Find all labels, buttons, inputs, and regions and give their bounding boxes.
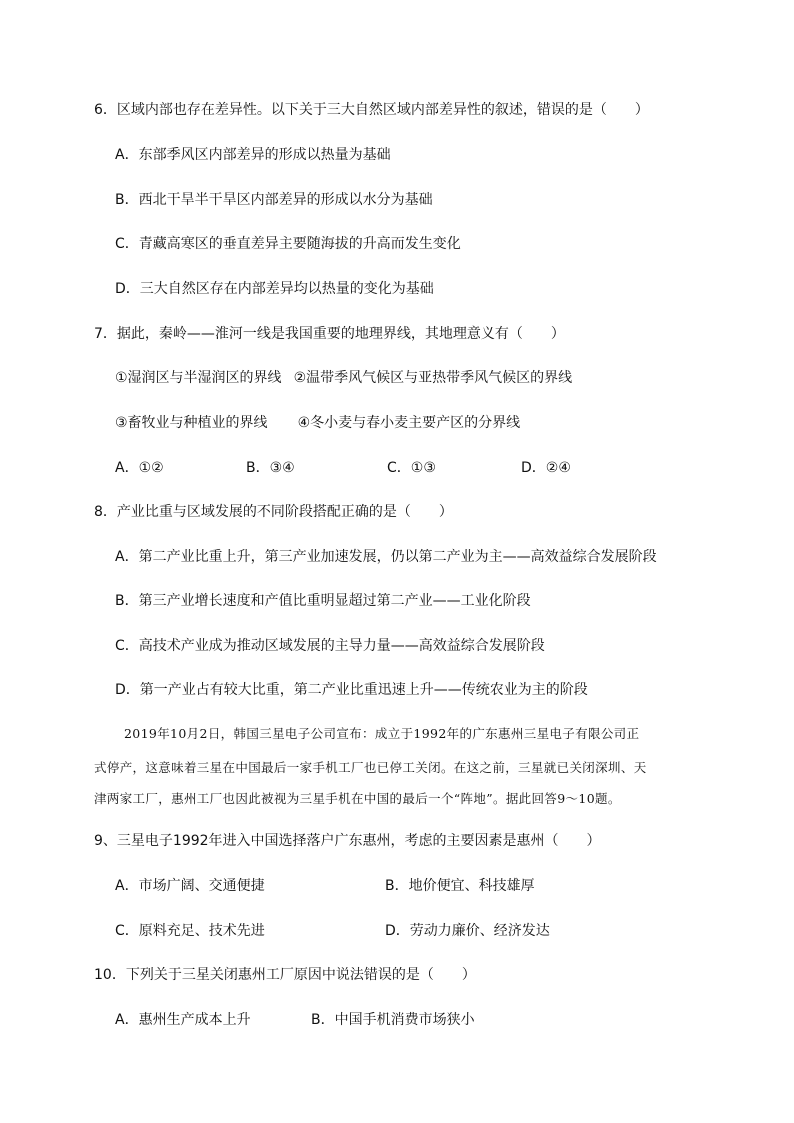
question-8-stem: 8．产业比重与区域发展的不同阶段搭配正确的是（ ） xyxy=(94,504,453,520)
question-7-option-d: D．②④ xyxy=(521,460,571,476)
question-7-items-row-1 xyxy=(115,368,572,388)
question-8-option-d: D．第一产业占有较大比重，第二产业比重迅速上升——传统农业为主的阶段 xyxy=(115,682,588,698)
question-7-option-a: A．①② xyxy=(115,460,164,476)
question-7-options-row xyxy=(115,458,675,478)
question-9-options-row-2 xyxy=(115,921,675,941)
question-8-option-c: C．高技术产业成为推动区域发展的主导力量——高效益综合发展阶段 xyxy=(115,638,545,654)
question-6-option-b: B．西北干旱半干旱区内部差异的形成以水分为基础 xyxy=(115,192,433,208)
question-7-items-row-2 xyxy=(115,413,520,433)
passage-line-3: 津两家工厂，惠州工厂也因此被视为三星手机在中国的最后一个“阵地”。据此回答9～10题。 xyxy=(94,791,621,806)
question-9-option-a: A．市场广阔、交通便捷 xyxy=(115,878,265,894)
passage-line-1: 2019年10月2日，韩国三星电子公司宣布：成立于1992年的广东惠州三星电子有限公司正 xyxy=(124,726,640,741)
question-7-item-4: ④冬小麦与春小麦主要产区的分界线 xyxy=(297,415,521,431)
question-6-option-a: A．东部季风区内部差异的形成以热量为基础 xyxy=(115,147,391,163)
question-10-options-row xyxy=(115,1010,675,1030)
question-7-item-2: ②温带季风气候区与亚热带季风气候区的界线 xyxy=(293,370,573,386)
passage-line-2: 式停产，这意味着三星在中国最后一家手机工厂也已停工关闭。在这之前，三星就已关闭深圳、天 xyxy=(94,760,647,775)
question-6-option-d: D．三大自然区存在内部差异均以热量的变化为基础 xyxy=(115,281,434,297)
question-7-item-1: ①湿润区与半湿润区的界线 xyxy=(115,370,282,386)
question-10-stem: 10．下列关于三星关闭惠州工厂原因中说法错误的是（ ） xyxy=(94,967,476,983)
question-7-item-3: ③畜牧业与种植业的界线 xyxy=(115,415,268,431)
question-9-option-b: B．地价便宜、科技雄厚 xyxy=(385,878,535,894)
question-6-stem: 6．区域内部也存在差异性。以下关于三大自然区域内部差异性的叙述，错误的是（ ） xyxy=(94,102,649,118)
question-8-option-a: A．第二产业比重上升，第三产业加速发展，仍以第二产业为主——高效益综合发展阶段 xyxy=(115,549,657,565)
question-8-option-b: B．第三产业增长速度和产值比重明显超过第二产业——工业化阶段 xyxy=(115,593,531,609)
question-9-option-c: C．原料充足、技术先进 xyxy=(115,923,265,939)
question-9-options-row-1 xyxy=(115,876,675,896)
question-10-option-b: B．中国手机消费市场狭小 xyxy=(311,1012,475,1028)
question-9-option-d: D．劳动力廉价、经济发达 xyxy=(385,923,550,939)
question-6-option-c: C．青藏高寒区的垂直差异主要随海拔的升高而发生变化 xyxy=(115,236,461,252)
question-7-option-c: C．①③ xyxy=(387,460,436,476)
question-9-stem: 9、三星电子1992年进入中国选择落户广东惠州，考虑的主要因素是惠州（ ） xyxy=(94,833,601,849)
question-7-option-b: B．③④ xyxy=(246,460,295,476)
question-7-stem: 7．据此，秦岭——淮河一线是我国重要的地理界线，其地理意义有（ ） xyxy=(94,326,565,342)
question-10-option-a: A．惠州生产成本上升 xyxy=(115,1012,251,1028)
